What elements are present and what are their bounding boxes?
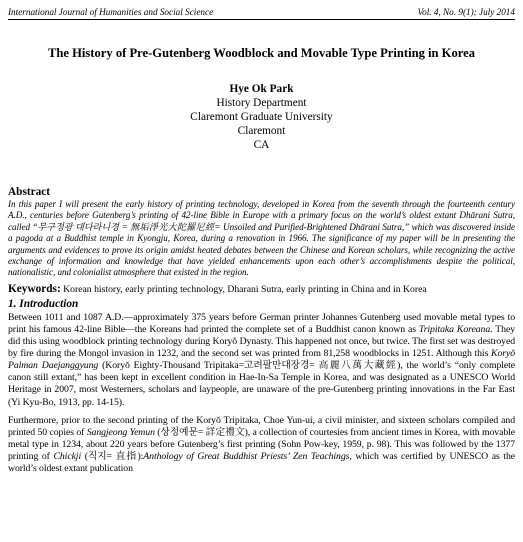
journal-name: International Journal of Humanities and Social Science [8,7,214,17]
abstract-heading: Abstract [8,186,51,198]
paragraph-text: (Koryŏ Eighty-Thousand Tripitaka=고려팔만대장경= 高麗八萬大藏經), the world’s “only complete canon still extant,” has been kept in excellent condition in Hae-In-Sa Temple in Korea, and was designated as a UNESCO World Heritage in 2007, most Westerners, scholars and laypeople, are unaware of the pre-Gutenberg printing innovations in the Far East (Yi Kyu-Bo, 1913, pp. 14-15). [8,360,516,408]
paper-page [8,6,515,542]
italic-term: Chickji [53,450,82,462]
author-city: Claremont [237,125,286,137]
author-state: CA [253,139,270,151]
running-header [8,6,515,20]
italic-term: Koryŏ Palman Daejanggyung [8,348,515,372]
paragraph-text: Between 1011 and 1087 A.D.—approximately 375 years before German printer Johannes Gutenberg used movable metal types to print his famous 42-line Bible—the Koreans had printed the complete set of a Buddhist canon known as [8,311,515,335]
italic-term: Anthology of Great Buddhist Priests’ Zen Teachings [143,450,350,462]
author-block [8,82,515,152]
paper-title: The History of Pre-Gutenberg Woodblock and Movable Type Printing in Korea [47,46,476,60]
paragraph-text: (상정예문= 詳定禮文), a collection of courtesies from ancient times in Korea, with movable metal type in 1234, about 220 years before Gutenberg’s first printing (Sohn Pow-key, 1959, p. 98). This was followed by the 1377 printing of [8,426,516,462]
author-department: History Department [216,97,307,109]
section-heading-introduction: 1. Introduction [8,297,79,310]
body-paragraph-2 [8,415,515,475]
author-name: Hye Ok Park [229,83,294,95]
abstract-text: In this paper I will present the early history of printing technology, developed in Korea from the seventh through the fourteenth century A.D., centuries before Gutenberg’s printing of 42-line Bible in Europe with a primary focus on the world’s oldest extant Dhārani Sutra, called “무구정광 대다라니경 = 無垢淨光大陀羅尼經= Unsoiled and Purified-Brightened Dhārani Sutra,” which was discovered inside a pagoda at a Buddhist temple in Kyongju, Korea, during a renovation in 1966. The significance of my paper will be in presenting the arguments and evidences to prove its origin amidst heated debates between the Chinese and Korean scholars, while recognizing the active exchange of information and knowledge that have yielded enhancements upon each other’s accomplishments despite the political, nationalistic, and colonialist atmosphere that existed in the region. [8,199,515,278]
italic-term: Sangjeong Yemun [86,426,155,438]
author-institution: Claremont Graduate University [190,111,333,123]
paragraph-text: , which was certified by UNESCO as the world’s oldest extant publication [8,450,515,474]
keywords-label: Keywords: [8,282,61,295]
italic-term: Tripitaka Koreana [418,323,491,335]
keywords [8,283,515,296]
body-paragraph-1 [8,312,515,409]
volume-info: Vol. 4, No. 9(1); July 2014 [417,7,515,17]
paragraph-text: Furthermore, prior to the second printing of the Koryŏ Tripitaka, Choe Yun-ui, a civil minister, and sixteen scholars compiled and printed 50 copies of [8,414,515,438]
paragraph-text: . They did this using woodblock printing technology during Koryŏ Dynasty. This happened not once, but twice. The first set was destroyed by fire during the Mongol invasion in 1232, and the second set was printed from 81,258 woodblocks in 1251. Although this [8,323,515,360]
keywords-text: Korean history, early printing technology, Dharani Sutra, early printing in China and in Korea [63,283,427,295]
paragraph-text: (직지= 直指): [81,450,144,462]
